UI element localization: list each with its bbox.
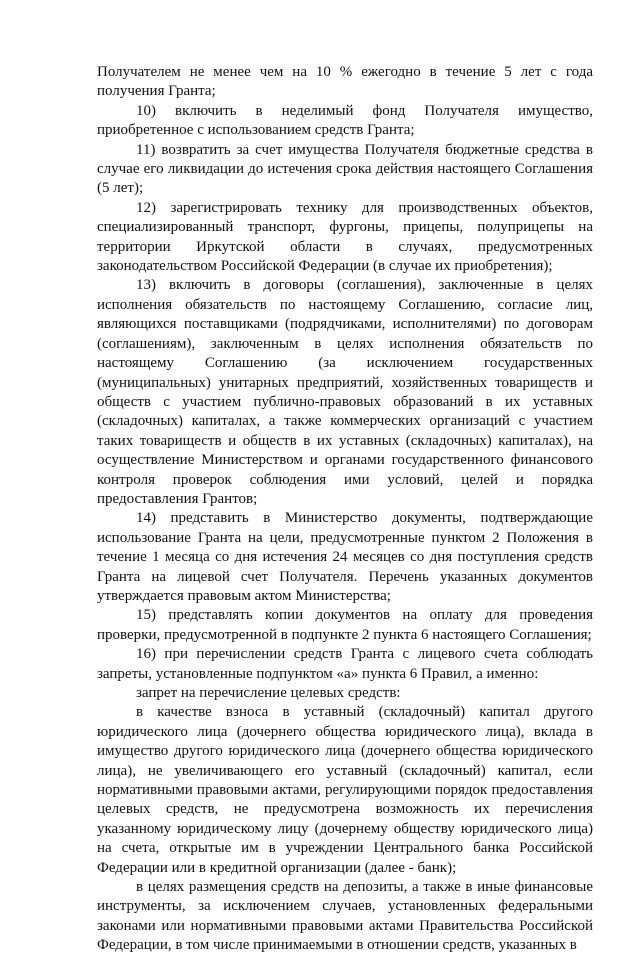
paragraph-prohibition-deposits: в целях размещения средств на депозиты, а также в иные финансовые инструменты, за исключением случаев, установленных федеральными законами или нормативными правовыми актами Правительства Российской Федерации, в том числе принимаемыми в отношении средств, указанных в: [97, 879, 593, 954]
paragraph-item-15: 15) представлять копии документов на оплату для проведения проверки, предусмотренной в подпункте 2 пункта 6 настоящего Соглашения;: [97, 607, 593, 643]
paragraph-prohibition-capital: в качестве взноса в уставный (складочный) капитал другого юридического лица (дочернего общества юридического лица), вклада в имущество другого юридического лица (дочернего общества юридического лица), не увеличивающего его уставный (складочный) капитал, если нормативными правовыми актами, регулирующими порядок предоставления целевых средств, не предусмотрена возможность их перечисления указанному юридическому лицу (дочернему обществу юридического лица) на счета, открытые им в учреждении Центрального банка Российской Федерации или в кредитной организации (далее - банк);: [97, 704, 593, 876]
paragraph-item-10: 10) включить в неделимый фонд Получателя имущество, приобретенное с использованием средств Гранта;: [97, 102, 593, 139]
paragraph-prohibition-heading: запрет на перечисление целевых средств:: [136, 685, 401, 701]
paragraph-item-11: 11) возвратить за счет имущества Получателя бюджетные средства в случае его ликвидации до истечения срока действия настоящего Соглашения (5 лет);: [97, 141, 593, 197]
paragraph-continuation: Получателем не менее чем на 10 % ежегодно в течение 5 лет с года получения Гранта;: [97, 64, 593, 100]
paragraph-item-12: 12) зарегистрировать технику для производственных объектов, специализированный транспорт, фургоны, прицепы, полуприцепы на территории Иркутской области в случаях, предусмотренных законодательством Российской Федерации (в случае их приобретения);: [97, 199, 593, 275]
paragraph-item-13: 13) включить в договоры (соглашения), заключенные в целях исполнения обязательств по настоящему Соглашению, согласие лиц, являющихся поставщиками (подрядчиками, исполнителями) по договорам (соглашениям), заключенным в целях исполнения обязательств по настоящему Соглашению (за исключением государственных (муниципальных) унитарных предприятий, хозяйственных товариществ и обществ с участием публично-правовых образований в их уставных (складочных) капиталах, а также коммерческих организаций с участием таких товариществ и обществ в их уставных (складочных) капиталах), на осуществление Министерством и органами государственного финансового контроля проверок соблюдения ими условий, целей и порядка предоставления Грантов;: [97, 277, 593, 507]
paragraph-item-16: 16) при перечислении средств Гранта с лицевого счета соблюдать запреты, установленные подпунктом «а» пункта 6 Правил, а именно:: [97, 646, 593, 682]
paragraph-item-14: 14) представить в Министерство документы, подтверждающие использование Гранта на цели, предусмотренные пунктом 2 Положения в течение 1 месяца со дня истечения 24 месяцев со дня поступления средств Гранта на лицевой счет Получателя. Перечень указанных документов утверждается правовым актом Министерства;: [97, 510, 593, 604]
